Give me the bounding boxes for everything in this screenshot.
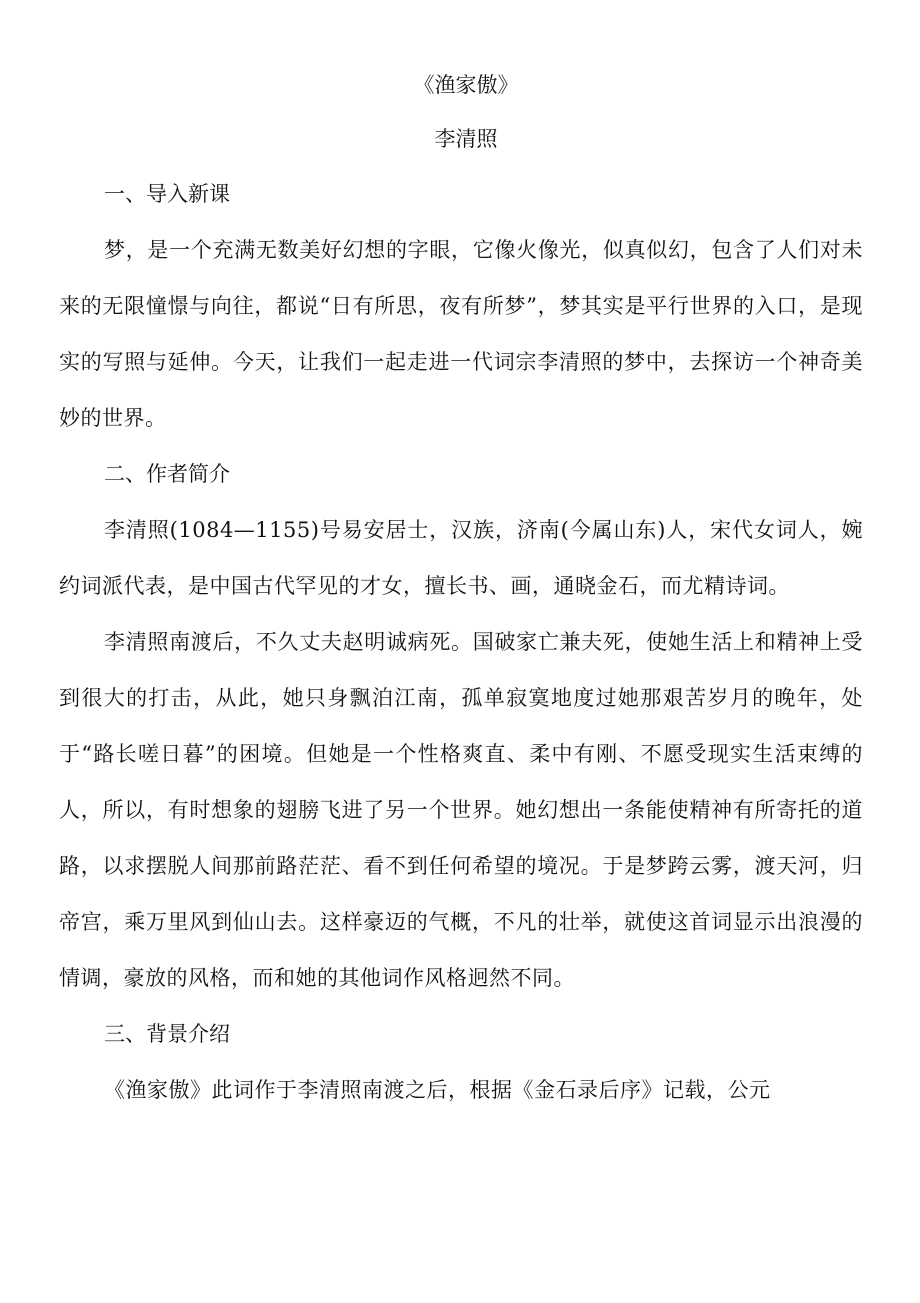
paragraph-background: 《渔家傲》此词作于李清照南渡之后，根据《金石录后序》记载，公元 [104, 1078, 771, 1102]
section-heading-intro: 一、导入新课 [104, 182, 230, 206]
document-page [59, 58, 863, 1118]
document-author: 李清照 [434, 127, 498, 151]
paragraph-intro: 梦，是一个充满无数美好幻想的字眼，它像火像光，似真似幻，包含了人们对未来的无限憧憬与向往，都说“日有所思，夜有所梦”，梦其实是平行世界的入口，是现实的写照与延伸。今天，让我们一起走进一代词宗李清照的梦中，去探访一个神奇美妙的世界。 [59, 238, 863, 430]
section-heading-background: 三、背景介绍 [104, 1022, 230, 1046]
document-title: 《渔家傲》 [413, 73, 519, 97]
paragraph-author-bio: 李清照(1084—1155)号易安居士，汉族，济南(今属山东)人，宋代女词人，婉约词派代表，是中国古代罕见的才女，擅长书、画，通晓金石，而尤精诗词。 [59, 518, 863, 598]
paragraph-author-life: 李清照南渡后，不久丈夫赵明诚病死。国破家亡兼夫死，使她生活上和精神上受到很大的打击，从此，她只身飘泊江南，孤单寂寞地度过她那艰苦岁月的晚年，处于“路长嗟日暮”的困境。但她是一个性格爽直、柔中有刚、不愿受现实生活束缚的人，所以，有时想象的翅膀飞进了另一个世界。她幻想出一条能使精神有所寄托的道路，以求摆脱人间那前路茫茫、看不到任何希望的境况。于是梦跨云雾，渡天河，归帝宫，乘万里风到仙山去。这样豪迈的气概，不凡的壮举，就使这首词显示出浪漫的情调，豪放的风格，而和她的其他词作风格迥然不同。 [59, 630, 863, 990]
section-heading-author: 二、作者简介 [104, 462, 230, 486]
